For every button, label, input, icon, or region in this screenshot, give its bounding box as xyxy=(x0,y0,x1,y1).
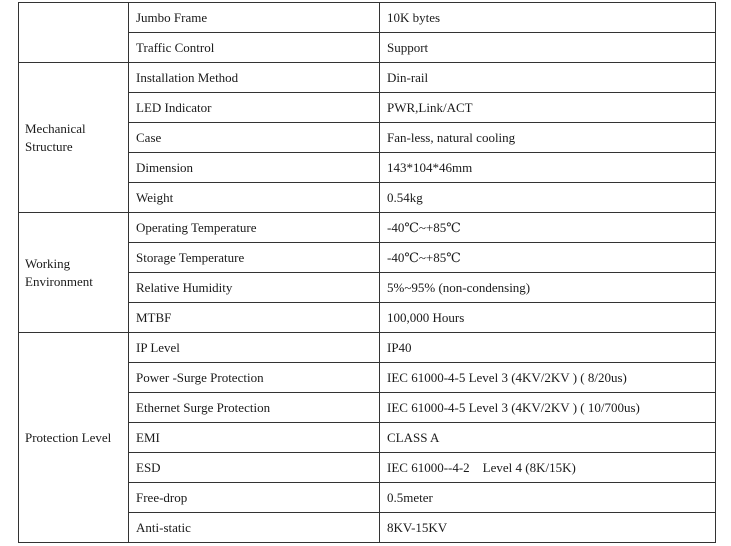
value-cell: 10K bytes xyxy=(380,3,716,33)
value-cell: 100,000 Hours xyxy=(380,303,716,333)
parameter-cell: Weight xyxy=(129,183,380,213)
value-cell: 0.5meter xyxy=(380,483,716,513)
parameter-cell: Ethernet Surge Protection xyxy=(129,393,380,423)
parameter-cell: Case xyxy=(129,123,380,153)
parameter-cell: LED Indicator xyxy=(129,93,380,123)
value-cell: IEC 61000--4-2 Level 4 (8K/15K) xyxy=(380,453,716,483)
parameter-cell: Traffic Control xyxy=(129,33,380,63)
value-cell: PWR,Link/ACT xyxy=(380,93,716,123)
parameter-cell: Installation Method xyxy=(129,63,380,93)
parameter-cell: Anti-static xyxy=(129,513,380,543)
value-cell: Fan-less, natural cooling xyxy=(380,123,716,153)
value-cell: -40℃~+85℃ xyxy=(380,213,716,243)
group-cell xyxy=(19,3,129,63)
value-cell: 143*104*46mm xyxy=(380,153,716,183)
value-cell: IEC 61000-4-5 Level 3 (4KV/2KV ) ( 10/700us) xyxy=(380,393,716,423)
table-row xyxy=(19,63,716,93)
group-cell-protection-level: Protection Level xyxy=(19,333,129,543)
specification-table-body xyxy=(19,3,716,543)
parameter-cell: IP Level xyxy=(129,333,380,363)
group-cell-working-environment: Working Environment xyxy=(19,213,129,333)
parameter-cell: ESD xyxy=(129,453,380,483)
value-cell: 5%~95% (non-condensing) xyxy=(380,273,716,303)
parameter-cell: Power -Surge Protection xyxy=(129,363,380,393)
value-cell: CLASS A xyxy=(380,423,716,453)
specification-table xyxy=(18,2,716,543)
value-cell: -40℃~+85℃ xyxy=(380,243,716,273)
parameter-cell: Relative Humidity xyxy=(129,273,380,303)
parameter-cell: Storage Temperature xyxy=(129,243,380,273)
table-row xyxy=(19,333,716,363)
table-row xyxy=(19,3,716,33)
group-cell-mechanical-structure: Mechanical Structure xyxy=(19,63,129,213)
value-cell: Support xyxy=(380,33,716,63)
parameter-cell: MTBF xyxy=(129,303,380,333)
value-cell: Din-rail xyxy=(380,63,716,93)
parameter-cell: Dimension xyxy=(129,153,380,183)
table-row xyxy=(19,213,716,243)
parameter-cell: EMI xyxy=(129,423,380,453)
value-cell: 8KV-15KV xyxy=(380,513,716,543)
value-cell: IP40 xyxy=(380,333,716,363)
value-cell: IEC 61000-4-5 Level 3 (4KV/2KV ) ( 8/20us) xyxy=(380,363,716,393)
parameter-cell: Free-drop xyxy=(129,483,380,513)
value-cell: 0.54kg xyxy=(380,183,716,213)
parameter-cell: Operating Temperature xyxy=(129,213,380,243)
parameter-cell: Jumbo Frame xyxy=(129,3,380,33)
